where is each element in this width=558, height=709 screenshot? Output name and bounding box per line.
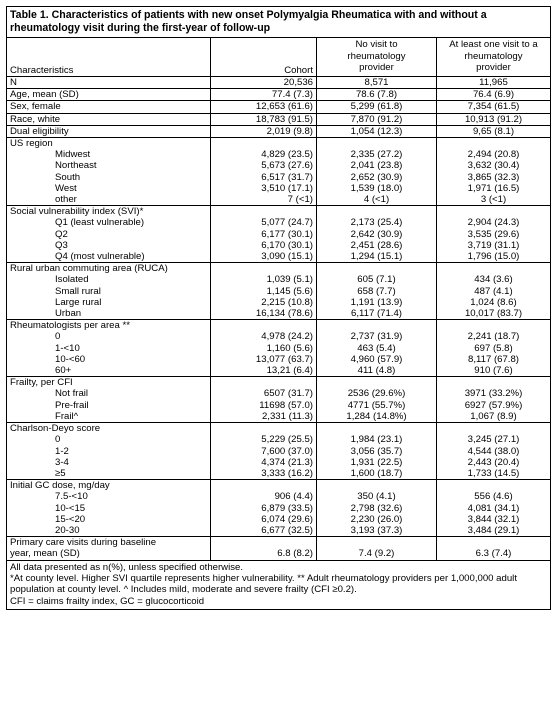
- cell-visit: 487 (4.1): [436, 286, 550, 297]
- table-row: [7, 422, 550, 434]
- characteristics-table: [6, 6, 551, 610]
- cell-visit: 910 (7.6): [436, 365, 550, 376]
- cell-no-visit: 1,294 (15.1): [316, 251, 436, 262]
- cell-visit: 4,544 (38.0): [436, 446, 550, 457]
- cell-no-visit: 7,870 (91.2): [316, 114, 436, 125]
- cell-cohort: 12,653 (61.6): [210, 101, 316, 112]
- cell-cohort: 4,978 (24.2): [210, 331, 316, 342]
- cell-visit: [436, 320, 550, 331]
- cell-no-visit: 78.6 (7.8): [316, 89, 436, 100]
- cell-visit: 6.3 (7.4): [475, 548, 512, 560]
- cell-no-visit: 6,117 (71.4): [316, 308, 436, 319]
- row-label: 60+: [55, 365, 72, 377]
- row-label: Frail^: [55, 410, 79, 422]
- cell-visit: 3,844 (32.1): [436, 514, 550, 525]
- cell-visit: 3,865 (32.3): [436, 172, 550, 183]
- cell-visit: 2,443 (20.4): [436, 457, 550, 468]
- cell-visit: 3,632 (30.4): [436, 160, 550, 171]
- table-row: [7, 525, 550, 536]
- header-characteristics: Characteristics: [10, 64, 74, 76]
- cell-visit: 2,904 (24.3): [436, 217, 550, 228]
- cell-no-visit: 4,960 (57.9): [316, 354, 436, 365]
- cell-cohort: 3,333 (16.2): [210, 468, 316, 479]
- cell-no-visit: 3,056 (35.7): [316, 446, 436, 457]
- cell-no-visit: 1,191 (13.9): [316, 297, 436, 308]
- table-row: [7, 251, 550, 262]
- row-label: Q3: [55, 239, 68, 251]
- cell-no-visit: 2,173 (25.4): [316, 217, 436, 228]
- table-row: [7, 457, 550, 468]
- table-row: [7, 308, 550, 319]
- row-label: Age, mean (SD): [10, 89, 79, 101]
- table-row: [7, 400, 550, 411]
- table-row: [7, 149, 550, 160]
- cell-no-visit: 2536 (29.6%): [316, 388, 436, 399]
- table-row: [7, 137, 550, 149]
- cell-no-visit: [316, 377, 436, 388]
- row-label: Urban: [55, 308, 82, 320]
- cell-cohort: 6,879 (33.5): [210, 503, 316, 514]
- cell-cohort: 1,039 (5.1): [210, 274, 316, 285]
- row-label: 15-<20: [55, 513, 86, 525]
- cell-no-visit: 7.4 (9.2): [358, 548, 395, 560]
- cell-visit: [436, 377, 550, 388]
- table-row: [7, 205, 550, 217]
- cell-visit: 3,245 (27.1): [436, 434, 550, 445]
- row-label: Not frail: [55, 388, 89, 400]
- header-no-visit: No visit to rheumatology provider: [316, 38, 436, 76]
- table-row: [7, 297, 550, 308]
- table-row-primary-care: [7, 536, 550, 559]
- cell-no-visit: 5,299 (61.8): [316, 101, 436, 112]
- row-label: Q2: [55, 228, 68, 240]
- cell-visit: 3,719 (31.1): [436, 240, 550, 251]
- row-label: N: [10, 77, 17, 88]
- cell-visit: 6927 (57.9%): [436, 400, 550, 411]
- table-row: [7, 343, 550, 354]
- cell-no-visit: 2,798 (32.6): [316, 503, 436, 514]
- cell-cohort: [210, 423, 316, 434]
- row-label: Dual eligibility: [10, 125, 69, 137]
- row-label: 20-30: [55, 524, 80, 536]
- cell-no-visit: 2,451 (28.6): [316, 240, 436, 251]
- cell-cohort: 6,677 (32.5): [210, 525, 316, 536]
- row-label: Charlson-Deyo score: [10, 423, 101, 435]
- cell-cohort: 13,077 (63.7): [210, 354, 316, 365]
- row-label: ≥5: [55, 467, 66, 479]
- cell-visit: 11,965: [436, 77, 550, 88]
- table-row: [7, 514, 550, 525]
- table-row: [7, 229, 550, 240]
- cell-no-visit: 411 (4.8): [316, 365, 436, 376]
- row-label: Large rural: [55, 296, 102, 308]
- table-row: [7, 354, 550, 365]
- cell-no-visit: 1,284 (14.8%): [316, 411, 436, 422]
- cell-no-visit: 2,642 (30.9): [316, 229, 436, 240]
- row-label: 0: [55, 331, 61, 343]
- table-row: [7, 274, 550, 285]
- cell-no-visit: 4771 (55.7%): [316, 400, 436, 411]
- row-label: US region: [10, 138, 53, 150]
- cell-visit: 1,024 (8.6): [436, 297, 550, 308]
- cell-cohort: 7,600 (37.0): [210, 446, 316, 457]
- cell-no-visit: 3,193 (37.3): [316, 525, 436, 536]
- cell-visit: 1,971 (16.5): [436, 183, 550, 194]
- cell-visit: 434 (3.6): [436, 274, 550, 285]
- cell-visit: 3 (<1): [436, 194, 550, 205]
- cell-visit: 556 (4.6): [436, 491, 550, 502]
- cell-cohort: 1,145 (5.6): [210, 286, 316, 297]
- table-row: [7, 172, 550, 183]
- cell-cohort: [210, 138, 316, 149]
- cell-cohort: 5,229 (25.5): [210, 434, 316, 445]
- cell-visit: 9,65 (8.1): [436, 126, 550, 137]
- cell-cohort: [210, 263, 316, 274]
- cell-cohort: [210, 320, 316, 331]
- table-row: [7, 262, 550, 274]
- cell-cohort: [210, 377, 316, 388]
- cell-no-visit: [316, 206, 436, 217]
- cell-cohort: 18,783 (91.5): [210, 114, 316, 125]
- table-row: [7, 388, 550, 399]
- row-label: 7.5-<10: [55, 491, 88, 503]
- row-label: 10-<60: [55, 353, 86, 365]
- cell-cohort: 6507 (31.7): [210, 388, 316, 399]
- row-label: 1-2: [55, 445, 69, 457]
- row-label: West: [55, 182, 77, 194]
- cell-visit: 76.4 (6.9): [436, 89, 550, 100]
- cell-no-visit: 350 (4.1): [316, 491, 436, 502]
- cell-no-visit: [316, 423, 436, 434]
- table-row: [7, 88, 550, 100]
- cell-cohort: 7 (<1): [210, 194, 316, 205]
- cell-visit: 10,017 (83.7): [436, 308, 550, 319]
- row-label: Q4 (most vulnerable): [55, 251, 145, 263]
- cell-no-visit: [316, 320, 436, 331]
- cell-cohort: 1,160 (5.6): [210, 343, 316, 354]
- cell-visit: 10,913 (91.2): [436, 114, 550, 125]
- table-row: [7, 217, 550, 228]
- table-title: Table 1. Characteristics of patients with new onset Polymyalgia Rheumatica with and without a rheumatology visit during the first-year of follow-up: [7, 7, 550, 38]
- cell-no-visit: 8,571: [316, 77, 436, 88]
- cell-visit: 4,081 (34.1): [436, 503, 550, 514]
- cell-cohort: [210, 206, 316, 217]
- table-row: [7, 240, 550, 251]
- cell-cohort: [210, 480, 316, 491]
- cell-cohort: 2,019 (9.8): [210, 126, 316, 137]
- table-row: [7, 503, 550, 514]
- cell-no-visit: 4 (<1): [316, 194, 436, 205]
- row-label: 0: [55, 434, 61, 446]
- cell-cohort: 20,536: [210, 77, 316, 88]
- row-label: 1-<10: [55, 342, 80, 354]
- row-label: Midwest: [55, 149, 91, 161]
- cell-cohort: 11698 (57.0): [210, 400, 316, 411]
- cell-cohort: 6,170 (30.1): [210, 240, 316, 251]
- cell-cohort: 2,331 (11.3): [210, 411, 316, 422]
- cell-visit: [436, 138, 550, 149]
- cell-visit: 8,117 (67.8): [436, 354, 550, 365]
- cell-cohort: 4,829 (23.5): [210, 149, 316, 160]
- row-label: Frailty, per CFI: [10, 377, 73, 389]
- cell-no-visit: 463 (5.4): [316, 343, 436, 354]
- table-row: [7, 100, 550, 112]
- cell-visit: [436, 423, 550, 434]
- row-label: Initial GC dose, mg/day: [10, 480, 110, 492]
- table-row: [7, 365, 550, 376]
- table-row: [7, 376, 550, 388]
- header-visit: At least one visit to a rheumatology provider: [436, 38, 550, 76]
- table-footnotes: [7, 560, 550, 610]
- cell-visit: 3971 (33.2%): [436, 388, 550, 399]
- cell-visit: 7,354 (61.5): [436, 101, 550, 112]
- row-label: Q1 (least vulnerable): [55, 217, 145, 229]
- cell-cohort: 6,074 (29.6): [210, 514, 316, 525]
- cell-cohort: 6,177 (30.1): [210, 229, 316, 240]
- cell-visit: 1,733 (14.5): [436, 468, 550, 479]
- row-label: year, mean (SD): [10, 548, 80, 560]
- cell-no-visit: 1,984 (23.1): [316, 434, 436, 445]
- cell-cohort: 3,090 (15.1): [210, 251, 316, 262]
- cell-visit: 3,484 (29.1): [436, 525, 550, 536]
- row-label: Race, white: [10, 113, 61, 125]
- row-label: Pre-frail: [55, 399, 89, 411]
- cell-no-visit: 1,054 (12.3): [316, 126, 436, 137]
- table-row: [7, 183, 550, 194]
- cell-no-visit: 1,931 (22.5): [316, 457, 436, 468]
- table-row: [7, 446, 550, 457]
- cell-no-visit: 2,335 (27.2): [316, 149, 436, 160]
- table-row: [7, 125, 550, 137]
- cell-no-visit: 1,600 (18.7): [316, 468, 436, 479]
- cell-visit: [436, 206, 550, 217]
- table-row: [7, 434, 550, 445]
- row-label: 3-4: [55, 456, 69, 468]
- cell-visit: 2,494 (20.8): [436, 149, 550, 160]
- row-label: Rural urban commuting area (RUCA): [10, 263, 168, 275]
- cell-cohort: 4,374 (21.3): [210, 457, 316, 468]
- table-row: [7, 468, 550, 479]
- row-label: South: [55, 171, 81, 183]
- row-label: Sex, female: [10, 101, 61, 113]
- cell-cohort: 5,673 (27.6): [210, 160, 316, 171]
- cell-visit: [436, 263, 550, 274]
- table-row: [7, 286, 550, 297]
- cell-no-visit: [316, 480, 436, 491]
- cell-cohort: 906 (4.4): [210, 491, 316, 502]
- row-label: other: [55, 194, 77, 206]
- cell-cohort: 3,510 (17.1): [210, 183, 316, 194]
- row-label: Northeast: [55, 160, 97, 172]
- cell-visit: 697 (5.8): [436, 343, 550, 354]
- table-row: [7, 479, 550, 491]
- cell-cohort: 2,215 (10.8): [210, 297, 316, 308]
- cell-no-visit: [316, 138, 436, 149]
- table-row: [7, 411, 550, 422]
- table-body: [7, 76, 550, 536]
- cell-visit: [436, 480, 550, 491]
- table-row: [7, 113, 550, 125]
- cell-visit: 1,067 (8.9): [436, 411, 550, 422]
- cell-cohort: 5,077 (24.7): [210, 217, 316, 228]
- cell-no-visit: 2,230 (26.0): [316, 514, 436, 525]
- table-row: [7, 194, 550, 205]
- row-label: Small rural: [55, 285, 101, 297]
- cell-visit: 1,796 (15.0): [436, 251, 550, 262]
- cell-no-visit: 658 (7.7): [316, 286, 436, 297]
- cell-cohort: 13,21 (6.4): [210, 365, 316, 376]
- table-row: [7, 76, 550, 88]
- row-label: Primary care visits during baseline: [10, 537, 157, 549]
- cell-no-visit: 2,652 (30.9): [316, 172, 436, 183]
- footnote: All data presented as n(%), unless specified otherwise.: [10, 561, 244, 573]
- footnote: *At county level. Higher SVI quartile represents higher vulnerability. ** Adult rheumatology providers per 1,000,000 adult population at county level. ^ Includes mild, moderate and severe frailty (CFI ≥0.2).: [10, 572, 517, 596]
- cell-cohort: 6.8 (8.2): [277, 548, 313, 560]
- footnote: CFI = claims frailty index, GC = glucocorticoid: [10, 595, 205, 607]
- cell-visit: 3,535 (29.6): [436, 229, 550, 240]
- table-row: [7, 491, 550, 502]
- cell-cohort: 16,134 (78.6): [210, 308, 316, 319]
- row-label: Social vulnerability index (SVI)*: [10, 206, 144, 218]
- row-label: Rheumatologists per area **: [10, 320, 130, 332]
- cell-no-visit: [316, 263, 436, 274]
- table-row: [7, 160, 550, 171]
- header-cohort: Cohort: [210, 38, 316, 76]
- cell-no-visit: 2,737 (31.9): [316, 331, 436, 342]
- cell-cohort: 6,517 (31.7): [210, 172, 316, 183]
- table-row: [7, 331, 550, 342]
- table-row: [7, 319, 550, 331]
- cell-no-visit: 605 (7.1): [316, 274, 436, 285]
- header-row: [7, 38, 550, 76]
- cell-no-visit: 2,041 (23.8): [316, 160, 436, 171]
- row-label: Isolated: [55, 274, 89, 286]
- cell-visit: 2,241 (18.7): [436, 331, 550, 342]
- row-label: 10-<15: [55, 502, 86, 514]
- cell-no-visit: 1,539 (18.0): [316, 183, 436, 194]
- cell-cohort: 77.4 (7.3): [210, 89, 316, 100]
